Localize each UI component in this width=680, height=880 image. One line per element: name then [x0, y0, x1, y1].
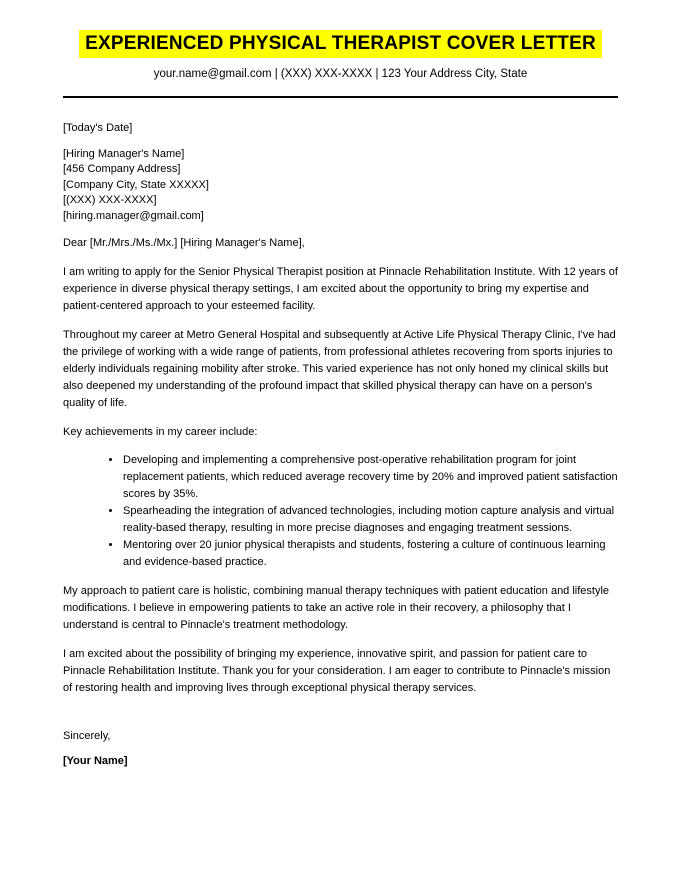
paragraph-approach: My approach to patient care is holistic, combining manual therapy techniques with patient education and lifestyle modifications. I believe in empowering patients to take an active role in their recovery, a philosophy that I understand is central to Pinnacle's treatment methodology. [63, 585, 610, 632]
paragraph-intro: I am writing to apply for the Senior Physical Therapist position at Pinnacle Rehabilitation Institute. With 12 years of experience in diverse physical therapy settings, I am excited about the opportunity to bring my expertise and patient-centered approach to your esteemed facility. [63, 266, 618, 313]
signoff: Sincerely, [63, 730, 111, 743]
paragraph-achievements-lead: Key achievements in my career include: [63, 426, 258, 439]
contact-info-line: your.name@gmail.com | (XXX) XXX-XXXX | 123 Your Address City, State [153, 67, 528, 80]
recipient-email: [hiring.manager@gmail.com] [63, 209, 204, 222]
paragraph-career: Throughout my career at Metro General Hospital and subsequently at Active Life Physical Therapy Clinic, I've had the privilege of working with a wide range of patients, from professional athletes recovering from sports injuries to elderly individuals regaining mobility after stroke. This varied experience has not only honed my clinical skills but also deepened my understanding of the profound impact that skilled physical therapy can have on a person's quality of life. [63, 329, 616, 410]
signature-name-placeholder: [Your Name] [63, 755, 128, 768]
letter-body [63, 120, 618, 771]
document-header [63, 30, 618, 98]
recipient-phone: [(XXX) XXX-XXXX] [63, 194, 157, 207]
paragraph-closing: I am excited about the possibility of bringing my experience, innovative spirit, and passion for patient care to Pinnacle Rehabilitation Institute. Thank you for your consideration. I am eager to contribute to Pinnacle's mission of restoring health and improving lives through exceptional physical therapy services. [63, 648, 611, 695]
achievement-item: • Developing and implementing a comprehensive post-operative rehabilitation program for joint replacement patients, which reduced average recovery time by 20% and improved patient satisfaction scores by 35%. [122, 452, 618, 503]
header-divider [63, 96, 618, 98]
achievement-item: • Mentoring over 20 junior physical therapists and students, fostering a culture of continuous learning and evidence-based practice. [122, 537, 618, 571]
date-placeholder: [Today's Date] [63, 121, 133, 134]
salutation: Dear [Mr./Mrs./Ms./Mx.] [Hiring Manager's Name], [63, 237, 305, 250]
achievements-list [63, 452, 618, 571]
achievement-item: • Spearheading the integration of advanced technologies, including motion capture analysis and virtual reality-based therapy, resulting in more precise diagnoses and engaging treatment sessions. [122, 503, 618, 537]
recipient-city-state: [Company City, State XXXXX] [63, 178, 209, 191]
recipient-street: [456 Company Address] [63, 163, 181, 176]
page-title: EXPERIENCED PHYSICAL THERAPIST COVER LETTER [79, 30, 602, 58]
recipient-name: [Hiring Manager's Name] [63, 147, 185, 160]
recipient-address-block [63, 147, 618, 225]
